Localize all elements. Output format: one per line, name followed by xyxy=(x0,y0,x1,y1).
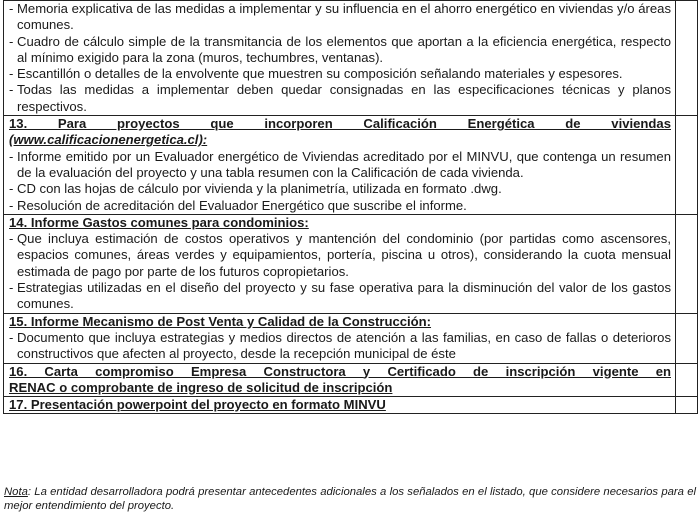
check-cell[interactable] xyxy=(676,116,698,215)
list-item: - Informe emitido por un Evaluador energético de Viviendas acreditado por el MINVU, que contenga un resumen de la evaluación del proyecto y una tabla resumen con la Calificación de cada vivienda. xyxy=(9,148,671,180)
section-cell xyxy=(4,397,676,414)
list-item: - Memoria explicativa de las medidas a implementar y su influencia en el ahorro energético en viviendas y/o áreas comunes. xyxy=(9,1,671,33)
note-text: : La entidad desarrolladora podrá presentar antecedentes adicionales a los señalados en el listado, que considere necesarios para el mejor entendimiento del proyecto. xyxy=(4,486,696,512)
table-row xyxy=(4,397,698,414)
check-cell[interactable] xyxy=(676,397,698,414)
note-label: Nota xyxy=(4,486,28,498)
table-row xyxy=(4,313,698,363)
section-cell xyxy=(4,116,676,215)
list-item: - Estrategias utilizadas en el diseño del proyecto y su fase operativa para la disminución del valor de los gastos comunes. xyxy=(9,280,671,312)
check-cell[interactable] xyxy=(676,363,698,397)
check-cell[interactable] xyxy=(676,214,698,313)
list-item: - Documento que incluya estrategias y medios directos de atención a las familias, en caso de fallas o deterioros constructivos que afecten al proyecto, desde la recepción municipal de éste xyxy=(9,329,671,362)
section-cell xyxy=(4,214,676,313)
section-heading-url: (www.calificacionenergetica.cl): xyxy=(9,132,208,148)
check-cell[interactable] xyxy=(676,313,698,363)
section-heading: 16. Carta compromiso Empresa Constructora y Certificado de inscripción vigente en xyxy=(9,363,671,379)
section-heading: 17. Presentación powerpoint del proyecto en formato MINVU xyxy=(9,397,386,413)
section-heading: 13. Para proyectos que incorporen Calificación Energética de viviendas xyxy=(9,116,671,132)
check-cell[interactable] xyxy=(676,1,698,116)
list-item: - Escantillón o detalles de la envolvente que muestren su composición señalando materiales y espesores. xyxy=(9,66,623,82)
list-item: - Todas las medidas a implementar deben quedar consignadas en las especificaciones técnicas y planos respectivos. xyxy=(9,82,671,114)
table-row xyxy=(4,1,698,116)
table-row xyxy=(4,363,698,397)
footnote xyxy=(4,485,696,513)
list-item: - Cuadro de cálculo simple de la transmitancia de los elementos que aportan a la eficiencia energética, respecto al mínimo exigido para la zona (muros, techumbres, ventanas). xyxy=(9,33,671,65)
section-cell xyxy=(4,1,676,116)
section-heading: 14. Informe Gastos comunes para condominios: xyxy=(9,214,309,230)
section-cell xyxy=(4,363,676,397)
section-cell xyxy=(4,313,676,363)
section-heading: 15. Informe Mecanismo de Post Venta y Calidad de la Construcción: xyxy=(9,313,432,329)
table-row xyxy=(4,116,698,215)
list-item: - Resolución de acreditación del Evaluador Energético que suscribe el informe. xyxy=(9,197,467,213)
section-heading-cont: RENAC o comprobante de ingreso de solicitud de inscripción xyxy=(9,379,393,395)
table-row xyxy=(4,214,698,313)
requirements-table xyxy=(3,0,698,414)
list-item: - Que incluya estimación de costos operativos y mantención del condominio (por partidas como ascensores, espacios comunes, áreas verdes y equipamientos, portería, piscina u otros), considerando la cuota mensual estimada de pago por parte de los futuros copropietarios. xyxy=(9,231,671,279)
list-item: - CD con las hojas de cálculo por vivienda y la planimetría, utilizada en formato .dwg. xyxy=(9,181,502,197)
